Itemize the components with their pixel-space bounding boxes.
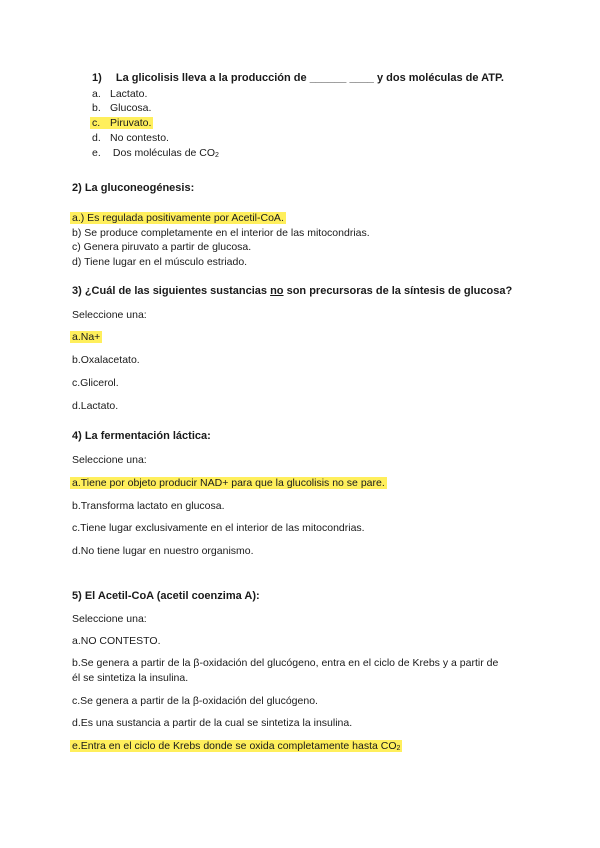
question-1-option-e xyxy=(92,147,219,162)
question-1-option-a xyxy=(92,88,147,101)
title-underlined: no xyxy=(270,285,284,297)
subscript: 2 xyxy=(215,152,219,159)
option-letter: a. xyxy=(92,88,101,100)
question-3-option-d: d.Lactato. xyxy=(72,400,119,412)
question-1-option-c xyxy=(92,117,153,130)
question-4-prompt: Seleccione una: xyxy=(72,454,147,466)
option-text: e.Entra en el ciclo de Krebs donde se oxida completamente hasta CO xyxy=(72,740,397,752)
question-4-option-c: c.Tiene lugar exclusivamente en el interior de las mitocondrias. xyxy=(72,522,365,534)
question-2-option-c: c) Genera piruvato a partir de glucosa. xyxy=(72,241,252,253)
question-3-option-a xyxy=(72,331,102,344)
option-text: Piruvato. xyxy=(110,117,152,129)
subscript: 2 xyxy=(396,745,401,752)
title-part: son precursoras de la síntesis de glucosa? xyxy=(283,285,513,297)
question-5-title: 5) El Acetil-CoA (acetil coenzima A): xyxy=(72,590,260,602)
question-3-option-c: c.Glicerol. xyxy=(72,377,119,389)
option-letter: c. xyxy=(92,117,101,129)
question-5-option-c: c.Se genera a partir de la β-oxidación del glucógeno. xyxy=(72,695,318,707)
question-1-option-b xyxy=(92,102,151,115)
question-1-number: 1) xyxy=(92,72,102,84)
question-2-option-d: d) Tiene lugar en el músculo estriado. xyxy=(72,256,248,268)
option-letter: d. xyxy=(92,132,101,144)
option-text: Lactato. xyxy=(110,88,148,100)
question-1-text: La glicolisis lleva a la producción de ______ ____ y dos moléculas de ATP. xyxy=(115,72,504,84)
option-text: a.) Es regulada positivamente por Acetil-CoA. xyxy=(72,212,284,224)
question-2-option-b: b) Se produce completamente en el interior de las mitocondrias. xyxy=(72,227,370,239)
question-3-title xyxy=(72,285,512,297)
question-5-prompt: Seleccione una: xyxy=(72,613,147,625)
question-2-title: 2) La gluconeogénesis: xyxy=(72,182,195,194)
option-letter: e. xyxy=(92,147,101,159)
question-4-title: 4) La fermentación láctica: xyxy=(72,430,211,442)
question-5-option-b-cont: él se sintetiza la insulina. xyxy=(72,672,189,684)
question-4-option-d: d.No tiene lugar en nuestro organismo. xyxy=(72,545,254,557)
option-letter: b. xyxy=(92,102,101,114)
question-4-option-a xyxy=(72,477,387,490)
option-text: a.Tiene por objeto producir NAD+ para que la glucolisis no se pare. xyxy=(72,477,385,489)
option-text: Glucosa. xyxy=(110,102,152,114)
question-3-prompt: Seleccione una: xyxy=(72,309,147,321)
question-5-option-e xyxy=(72,740,402,755)
title-part: 3) ¿Cuál de las siguientes sustancias xyxy=(72,285,271,297)
option-text: Dos moléculas de CO xyxy=(110,147,216,159)
question-5-option-d: d.Es una sustancia a partir de la cual se sintetiza la insulina. xyxy=(72,717,353,729)
option-text: No contesto. xyxy=(110,132,169,144)
question-3-option-b: b.Oxalacetato. xyxy=(72,354,140,366)
question-5-option-b: b.Se genera a partir de la β-oxidación del glucógeno, entra en el ciclo de Krebs y a partir de xyxy=(72,657,499,669)
question-4-option-b: b.Transforma lactato en glucosa. xyxy=(72,500,225,512)
option-text: a.Na+ xyxy=(72,331,101,343)
question-1-title xyxy=(92,72,504,84)
question-5-option-a: a.NO CONTESTO. xyxy=(72,635,161,647)
question-1-option-d xyxy=(92,132,169,145)
question-2-option-a xyxy=(72,212,286,225)
